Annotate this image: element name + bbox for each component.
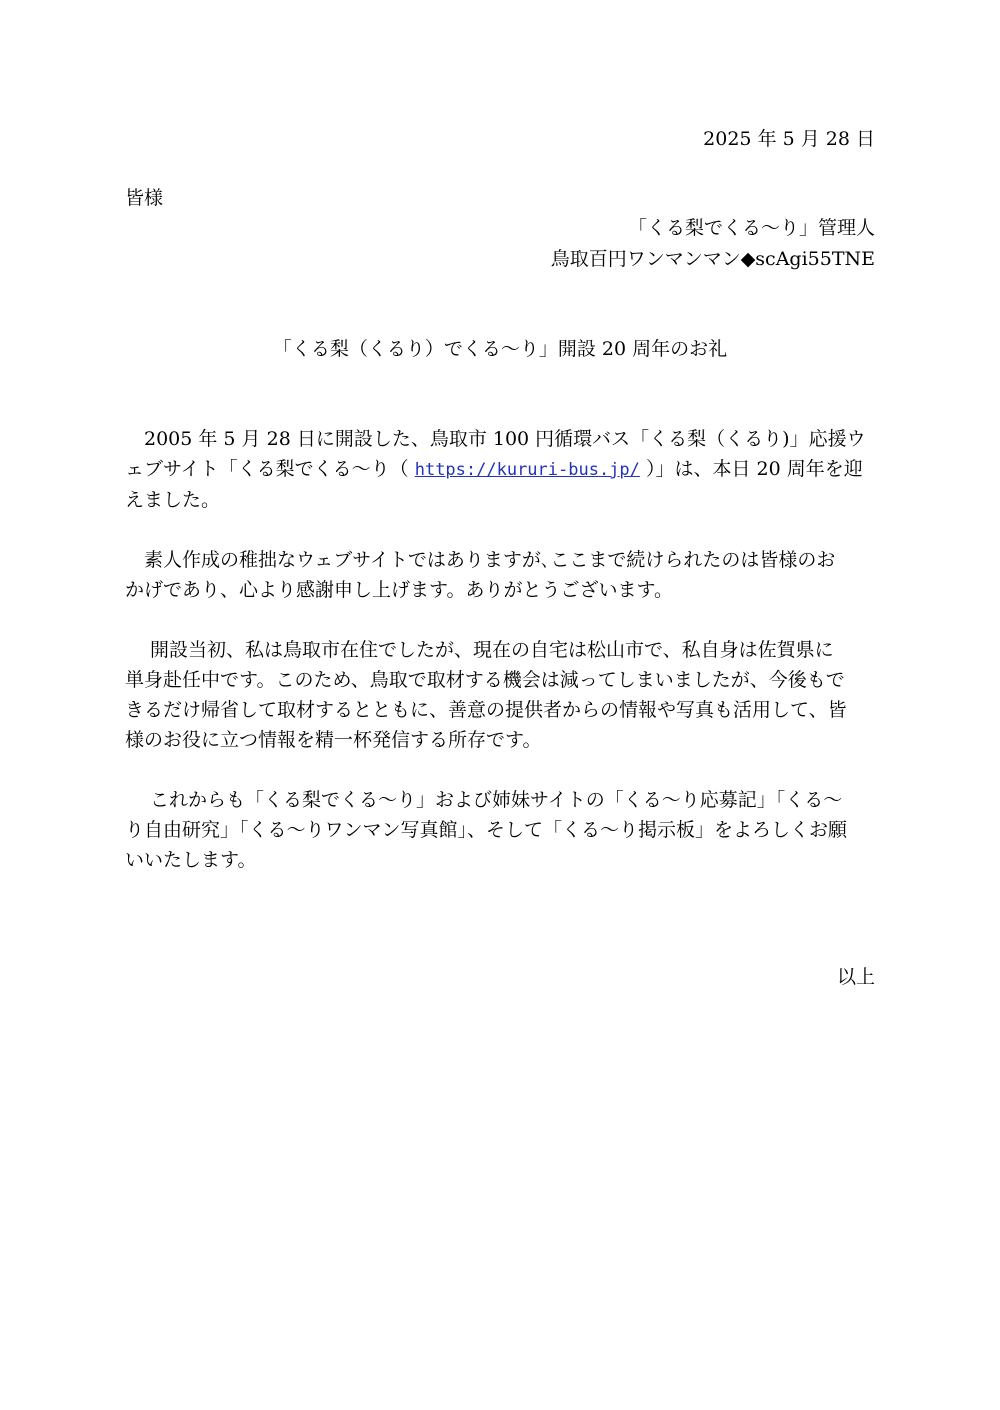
sender-name: 鳥取百円ワンマンマン◆scAgi55TNE: [550, 248, 875, 270]
paragraph-1: [125, 424, 877, 515]
paragraph-line: かげであり、心より感謝申し上げます。ありがとうございます。: [125, 579, 673, 601]
paragraph-line: 2005 年 5 月 28 日に開設した、鳥取市 100 円循環バス「くる梨（くるり)」応援ウ: [125, 428, 866, 450]
paragraph-line: 開設当初、私は鳥取市在住でしたが、現在の自宅は松山市で、私自身は佐賀県に: [125, 639, 834, 661]
sender-organization: 「くる梨でくる〜り」管理人: [627, 217, 875, 239]
closing: 以上: [836, 966, 875, 988]
paragraph-line: 素人作成の稚拙なウェブサイトではありますが､ここまで続けられたのは皆様のお: [125, 549, 836, 571]
paragraph-line: これからも「くる梨でくる〜り」および姉妹サイトの「くる〜り応募記」「くる〜: [125, 789, 843, 811]
website-link[interactable]: https://kururi-bus.jp/: [414, 460, 640, 480]
paragraph-line: えました。: [125, 489, 221, 511]
letter-body: [125, 424, 877, 905]
letter-date: 2025 年 5 月 28 日: [703, 128, 875, 150]
paragraph-line: り自由研究」「くる〜りワンマン写真館」、そして「くる〜り掲示板」をよろしくお願: [125, 819, 848, 841]
paragraph-4: [125, 785, 877, 875]
paragraph-line: きるだけ帰省して取材するとともに、善意の提供者からの情報や写真も活用して、皆: [125, 699, 847, 721]
paragraph-3: [125, 635, 877, 755]
paragraph-line-text: ）」は、本日 20 周年を迎: [645, 458, 863, 480]
paragraph-line: いいたします。: [125, 849, 257, 871]
addressee: 皆様: [125, 187, 164, 209]
paragraph-line: 様のお役に立つ情報を精一杯発信する所存です。: [125, 729, 542, 751]
paragraph-2: [125, 545, 877, 605]
letter-title: 「くる梨（くるり）でくる〜り」開設 20 周年のお礼: [272, 338, 728, 360]
paragraph-line-text: ェブサイト「くる梨でくる〜り（: [125, 458, 409, 480]
paragraph-line: 単身赴任中です。このため、鳥取で取材する機会は減ってしまいましたが、今後もで: [125, 669, 845, 691]
paragraph-line-with-link: [125, 454, 877, 485]
